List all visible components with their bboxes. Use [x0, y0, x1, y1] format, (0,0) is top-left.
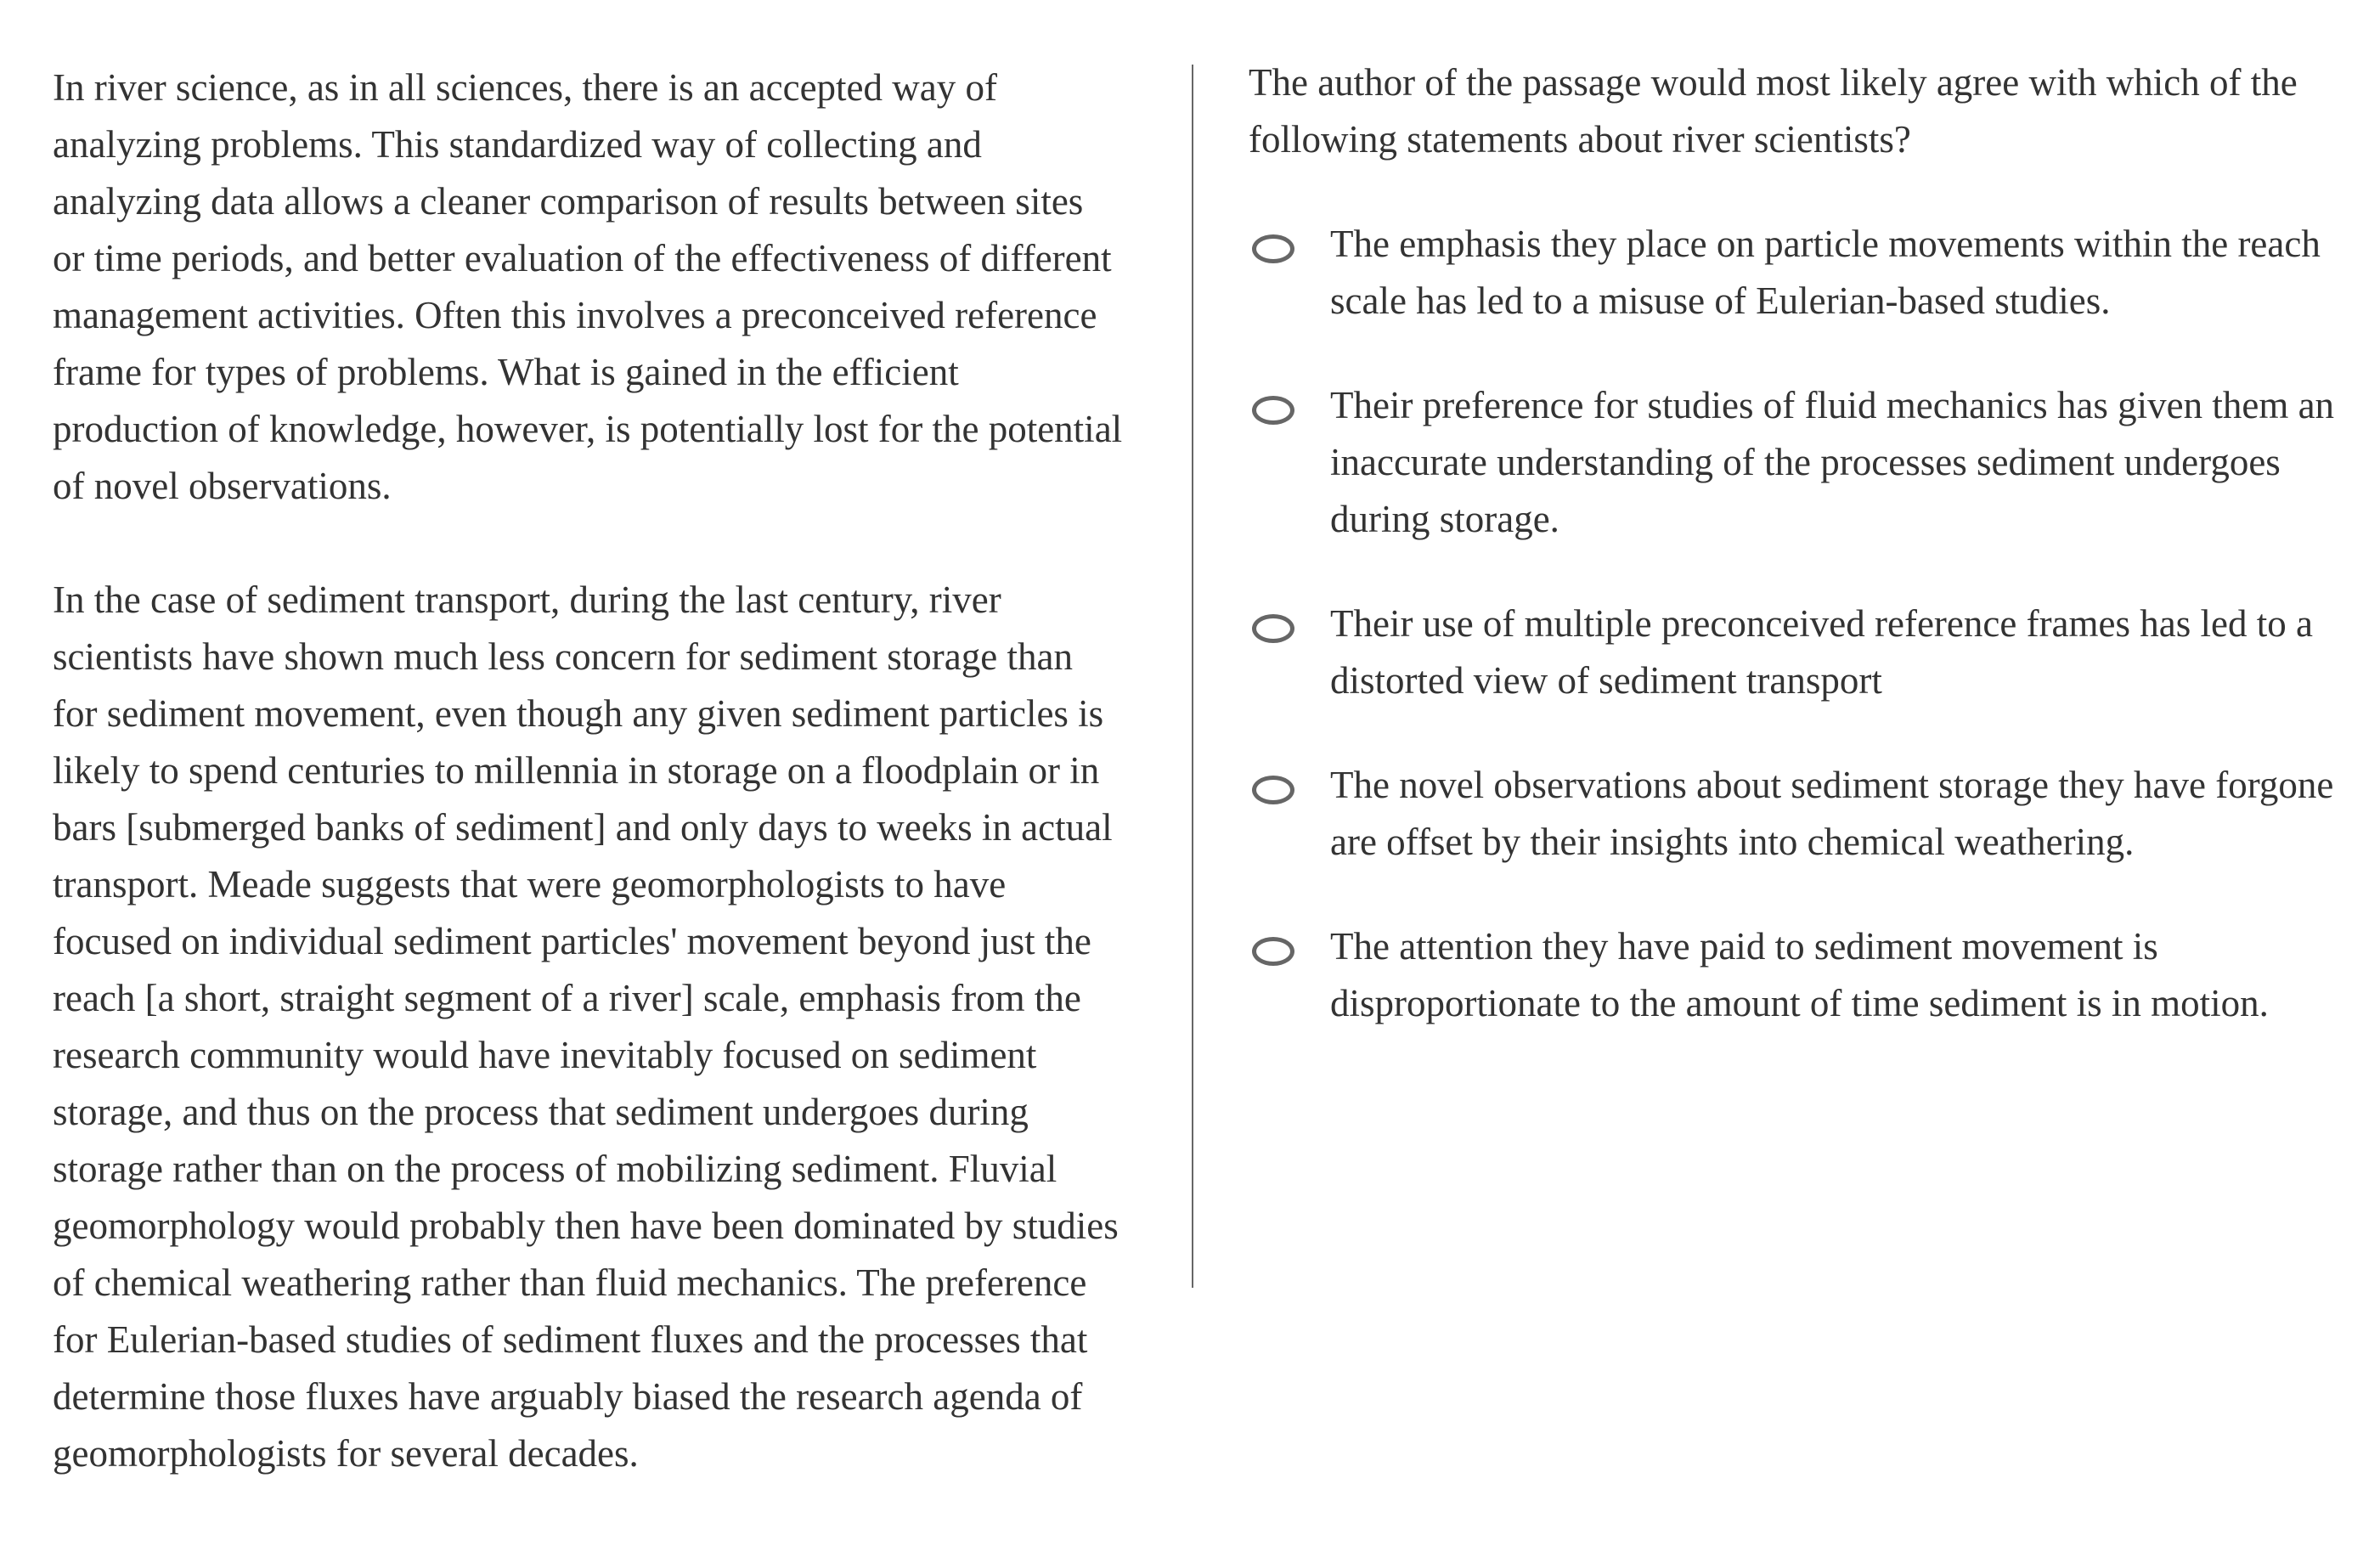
answer-option-label: The novel observations about sediment storage they have forgone are offset by their insights into chemical weathering.	[1330, 764, 2334, 863]
question-panel	[1249, 54, 2344, 1080]
answer-option-e[interactable]	[1249, 918, 2344, 1032]
reading-passage	[53, 59, 1123, 1539]
answer-option-c[interactable]	[1249, 595, 2344, 709]
answer-option-label: The attention they have paid to sediment movement is disproportionate to the amount of time sediment is in motion.	[1330, 925, 2269, 1024]
radio-button-icon[interactable]	[1252, 776, 1294, 804]
passage-paragraph-1: In river science, as in all sciences, there is an accepted way of analyzing problems. This standardized way of collecting and analyzing data allows a cleaner comparison of results between sites or time periods, and better evaluation of the effectiveness of different management activities. Often this involves a preconceived reference frame for types of problems. What is gained in the efficient production of knowledge, however, is potentially lost for the potential of novel observations.	[53, 66, 1123, 507]
answer-option-label: The emphasis they place on particle movements within the reach scale has led to a misuse of Eulerian-based studies.	[1330, 223, 2321, 322]
answer-option-a[interactable]	[1249, 216, 2344, 330]
answer-option-label: Their use of multiple preconceived reference frames has led to a distorted view of sediment transport	[1330, 602, 2313, 702]
column-divider	[1192, 65, 1193, 1288]
radio-button-icon[interactable]	[1252, 396, 1294, 425]
radio-button-icon[interactable]	[1252, 614, 1294, 643]
radio-button-icon[interactable]	[1252, 937, 1294, 966]
radio-button-icon[interactable]	[1252, 234, 1294, 263]
question-prompt: The author of the passage would most likely agree with which of the following statements about river scientists?	[1249, 61, 2298, 161]
answer-option-b[interactable]	[1249, 377, 2344, 548]
answer-option-label: Their preference for studies of fluid mechanics has given them an inaccurate understanding of the processes sediment undergoes during storage.	[1330, 384, 2335, 540]
passage-paragraph-2: In the case of sediment transport, during the last century, river scientists have shown much less concern for sediment storage than for sediment movement, even though any given sediment particles is likely to spend centuries to millennia in storage on a floodplain or in bars [submerged banks of sediment] and only days to weeks in actual transport. Meade suggests that were geomorphologists to have focused on individual sediment particles' movement beyond just the reach [a short, straight segment of a river] scale, emphasis from the research community would have inevitably focused on sediment storage, and thus on the process that sediment undergoes during storage rather than on the process of mobilizing sediment. Fluvial geomorphology would probably then have been dominated by studies of chemical weathering rather than fluid mechanics. The preference for Eulerian-based studies of sediment fluxes and the processes that determine those fluxes have arguably biased the research agenda of geomorphologists for several decades.	[53, 578, 1119, 1475]
answer-option-d[interactable]	[1249, 757, 2344, 871]
